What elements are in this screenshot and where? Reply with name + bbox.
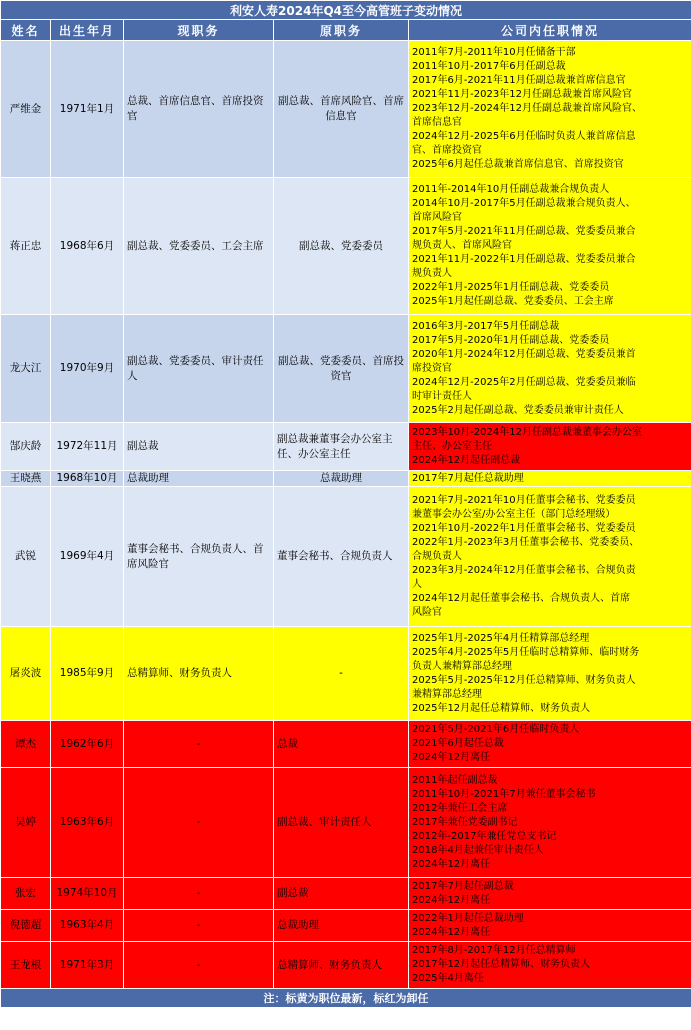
history-line: 2021年11月-2023年12月任副总裁兼首席风险官 (412, 89, 632, 100)
row-previous: 副总裁、党委委员 (274, 178, 409, 315)
row-history (409, 487, 691, 627)
history-line: 风险官 (412, 606, 442, 618)
row-previous: 副总裁兼董事会办公室主任、办公室主任 (274, 423, 409, 471)
history-line: 2022年1月-2023年3月任董事会秘书、党委委员、 (412, 536, 640, 548)
history-line: 2011年起任副总裁 (412, 774, 498, 786)
history-line: 2011年7月-2011年10月任储备干部 (412, 47, 576, 58)
history-line: 人 (412, 578, 422, 590)
row-history (409, 471, 691, 487)
history-line: 2017年12月起任总精算师、财务负责人 (412, 959, 591, 970)
row-name: 严维金 (1, 41, 51, 178)
header-birth: 出生年月 (51, 20, 124, 41)
row-current: - (124, 910, 274, 942)
history-line: 2023年12月-2024年12月任副总裁兼首席风险官、 (412, 103, 642, 114)
history-line: 2025年12月起任总精算师、财务负责人 (412, 702, 591, 714)
history-line: 2025年1月起任副总裁、党委委员、工会主席 (412, 296, 614, 307)
table-row (1, 721, 691, 768)
row-history (409, 423, 691, 471)
row-name: 郜庆龄 (1, 423, 51, 471)
row-name: 蒋正忠 (1, 178, 51, 315)
header-history: 公司内任职情况 (409, 20, 691, 41)
row-current: - (124, 878, 274, 910)
history-line: 首席信息官 (412, 117, 462, 128)
history-line: 合规负责人 (412, 550, 462, 562)
history-line: 2025年4月离任 (412, 973, 484, 984)
row-birth: 1972年11月 (51, 423, 124, 471)
row-name: 武锐 (1, 487, 51, 627)
row-previous: 总精算师、财务负责人 (274, 942, 409, 989)
row-name: 龙大江 (1, 315, 51, 423)
history-line: 2017年7月起任副总裁 (412, 880, 514, 892)
history-line: 2024年12月离任 (412, 926, 491, 938)
table-row (1, 878, 691, 910)
row-current: 总精算师、财务负责人 (124, 627, 274, 721)
row-previous: 副总裁、党委委员、首席投资官 (274, 315, 409, 423)
row-birth: 1970年9月 (51, 315, 124, 423)
history-line: 首席风险官 (412, 212, 462, 223)
history-line: 2012年兼任工会主席 (412, 802, 508, 814)
header-name: 姓名 (1, 20, 51, 41)
history-line: 2021年5月-2021年6月任临时负责人 (412, 724, 580, 735)
table-row (1, 471, 691, 487)
history-line: 2024年12月离任 (412, 894, 491, 906)
row-name: 谭杰 (1, 721, 51, 768)
row-name: 王龙根 (1, 942, 51, 989)
header-previous-position: 原职务 (274, 20, 409, 41)
row-current: 副总裁、党委委员、工会主席 (124, 178, 274, 315)
history-line: 2025年5月-2025年12月任总精算师、财务负责人 (412, 674, 636, 686)
history-line: 2017年5月-2020年1月任副总裁、党委委员 (412, 334, 610, 346)
row-previous: 总裁 (274, 721, 409, 768)
history-line: 2025年1月-2025年4月任精算部总经理 (412, 632, 590, 644)
history-line: 2022年1月起任总裁助理 (412, 912, 524, 924)
row-history (409, 942, 691, 989)
history-line: 席投资官 (412, 362, 452, 374)
row-birth: 1985年9月 (51, 627, 124, 721)
history-line: 2017年5月-2021年11月任副总裁、党委委员兼合 (412, 226, 636, 237)
history-line: 2018年4月起兼任审计责任人 (412, 844, 544, 856)
row-previous: 总裁助理 (274, 910, 409, 942)
history-line: 2024年12月离任 (412, 858, 491, 870)
table-row (1, 423, 691, 471)
history-line: 规负责人、首席风险官 (412, 240, 512, 251)
history-line: 2011年10月-2017年6月任副总裁 (412, 61, 566, 72)
history-line: 官、首席投资官 (412, 145, 482, 156)
row-birth: 1971年3月 (51, 942, 124, 989)
history-line: 2011年10月-2021年7月兼任董事会秘书 (412, 788, 596, 800)
history-line: 2024年12月离任 (412, 752, 491, 763)
history-line: 2024年12月起任副总裁 (412, 454, 521, 466)
history-line: 2025年6月起任总裁兼首席信息官、首席投资官 (412, 159, 624, 170)
row-history (409, 721, 691, 768)
row-history (409, 41, 691, 178)
history-line: 时审计责任人 (412, 390, 472, 402)
history-line: 2017年8月-2017年12月任总精算师 (412, 945, 576, 956)
row-history (409, 910, 691, 942)
row-birth: 1963年6月 (51, 768, 124, 878)
history-line: 2016年3月-2017年5月任副总裁 (412, 320, 560, 332)
row-history (409, 878, 691, 910)
table-title: 利安人寿2024年Q4至今高管班子变动情况 (1, 1, 691, 20)
row-previous: 副总裁 (274, 878, 409, 910)
row-current: 董事会秘书、合规负责人、首席风险官 (124, 487, 274, 627)
history-line: 2011年-2014年10月任副总裁兼合规负责人 (412, 184, 610, 195)
table-row (1, 910, 691, 942)
row-current: - (124, 721, 274, 768)
table-row (1, 178, 691, 315)
row-history (409, 178, 691, 315)
history-line: 兼精算部总经理 (412, 688, 482, 700)
row-name: 张宏 (1, 878, 51, 910)
row-history (409, 768, 691, 878)
row-birth: 1968年6月 (51, 178, 124, 315)
row-history (409, 627, 691, 721)
row-current: - (124, 942, 274, 989)
row-name: 王晓燕 (1, 471, 51, 487)
row-current: 总裁、首席信息官、首席投资官 (124, 41, 274, 178)
history-line: 2025年2月起任副总裁、党委委员兼审计责任人 (412, 404, 624, 416)
table-row (1, 487, 691, 627)
table-row (1, 768, 691, 878)
row-previous: 副总裁、审计责任人 (274, 768, 409, 878)
row-birth: 1962年6月 (51, 721, 124, 768)
history-line: 2021年11月-2022年1月任副总裁、党委委员兼合 (412, 254, 636, 265)
row-name: 屠炎波 (1, 627, 51, 721)
row-history (409, 315, 691, 423)
row-current: 总裁助理 (124, 471, 274, 487)
row-current: 副总裁 (124, 423, 274, 471)
history-line: 2025年4月-2025年5月任临时总精算师、临时财务 (412, 646, 640, 658)
history-line: 2023年10月-2024年12月任副总裁兼董事会办公室 (412, 426, 642, 438)
row-current: 副总裁、党委委员、审计责任人 (124, 315, 274, 423)
history-line: 2024年12月-2025年2月任副总裁、党委委员兼临 (412, 376, 636, 388)
row-previous: - (274, 627, 409, 721)
row-birth: 1969年4月 (51, 487, 124, 627)
table-row (1, 315, 691, 423)
row-previous: 副总裁、首席风险官、首席信息官 (274, 41, 409, 178)
table-row (1, 41, 691, 178)
history-line: 规负责人 (412, 268, 452, 279)
row-birth: 1974年10月 (51, 878, 124, 910)
row-name: 倪德超 (1, 910, 51, 942)
table-footnote: 注：标黄为职位最新，标红为卸任 (1, 989, 691, 1008)
history-line: 负责人兼精算部总经理 (412, 660, 512, 672)
history-line: 2021年7月-2021年10月任董事会秘书、党委委员 (412, 494, 636, 506)
history-line: 主任、办公室主任 (412, 440, 492, 452)
row-name: 吴婷 (1, 768, 51, 878)
history-line: 2014年10月-2017年5月任副总裁兼合规负责人、 (412, 198, 636, 209)
history-line: 2021年10月-2022年1月任董事会秘书、党委委员 (412, 522, 636, 534)
history-line: 2017年6月-2021年11月任副总裁兼首席信息官 (412, 75, 626, 86)
history-line: 2021年6月起任总裁 (412, 738, 504, 749)
history-line: 兼董事会办公室/办公室主任（部门总经理级） (412, 508, 616, 520)
history-line: 2023年3月-2024年12月任董事会秘书、合规负责 (412, 564, 636, 576)
row-previous: 总裁助理 (274, 471, 409, 487)
row-birth: 1971年1月 (51, 41, 124, 178)
history-line: 2024年12月起任董事会秘书、合规负责人、首席 (412, 592, 631, 604)
history-line: 2012年-2017年兼任党总支书记 (412, 830, 557, 842)
header-current-position: 现职务 (124, 20, 274, 41)
row-birth: 1968年10月 (51, 471, 124, 487)
history-line: 2022年1月-2025年1月任副总裁、党委委员 (412, 282, 610, 293)
row-birth: 1963年4月 (51, 910, 124, 942)
row-current: - (124, 768, 274, 878)
table-row (1, 942, 691, 989)
row-previous: 董事会秘书、合规负责人 (274, 487, 409, 627)
history-line: 2020年1月-2024年12月任副总裁、党委委员兼首 (412, 348, 636, 360)
history-line: 2017年7月起任总裁助理 (412, 472, 524, 484)
history-line: 2017年兼任党委副书记 (412, 816, 518, 828)
history-line: 2024年12月-2025年6月任临时负责人兼首席信息 (412, 131, 636, 142)
table-row (1, 627, 691, 721)
